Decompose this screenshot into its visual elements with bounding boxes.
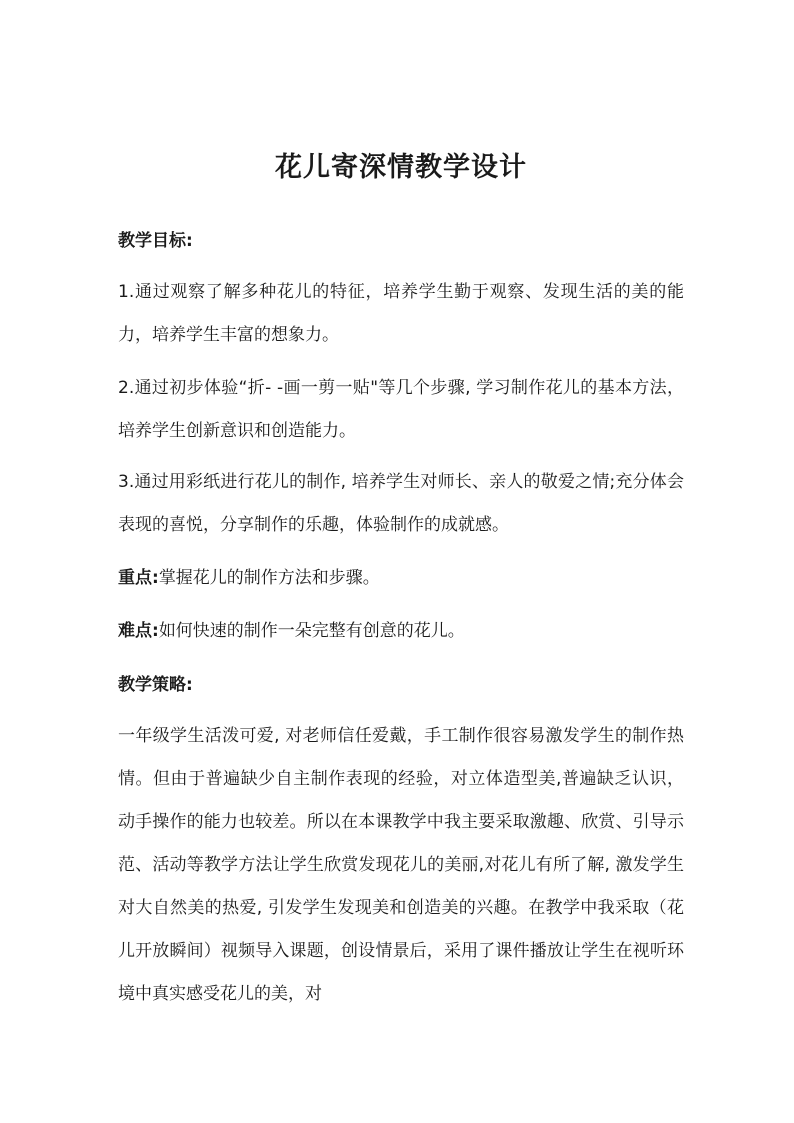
difficulty-paragraph bbox=[118, 610, 684, 653]
difficulty-label: 难点: bbox=[118, 621, 159, 641]
key-point-label: 重点: bbox=[118, 568, 159, 588]
key-point-text: 掌握花儿的制作方法和步骤。 bbox=[158, 568, 380, 588]
difficulty-text: 如何快速的制作一朵完整有创意的花儿。 bbox=[158, 621, 465, 641]
goal-item-1: 1.通过观察了解多种花儿的特征，培养学生勤于观察、发现生活的美的能力，培养学生丰富的想象力。 bbox=[118, 282, 684, 345]
goal-item-2: 2.通过初步体验“折- -画一剪一贴"等几个步骤, 学习制作花儿的基本方法，培养学生创新意识和创造能力。 bbox=[118, 378, 684, 441]
strategy-paragraph: 一年级学生活泼可爱, 对老师信任爱戴，手工制作很容易激发学生的制作热情。但由于普遍缺少自主制作表现的经验，对立体造型美,普遍缺乏认识，动手操作的能力也较差。所以在本课教学中我主要采取激趣、欣赏、引导示范、活动等教学方法让学生欣赏发现花儿的美丽,对花儿有所了解, 激发学生对大自然美的热爱, 引发学生发现美和创造美的兴趣。在教学中我采取（花儿开放瞬间）视频导入课题，创设情景后，采用了课件播放让学生在视听环境中真实感受花儿的美，对 bbox=[118, 726, 684, 1004]
goals-heading: 教学目标: bbox=[118, 231, 193, 251]
strategy-heading: 教学策略: bbox=[118, 675, 193, 695]
document-title: 花儿寄深情教学设计 bbox=[275, 152, 527, 183]
goal-item-3: 3.通过用彩纸进行花儿的制作, 培养学生对师长、亲人的敬爱之情;充分体会表现的喜悦，分享制作的乐趣，体验制作的成就感。 bbox=[118, 472, 684, 535]
key-point-paragraph bbox=[118, 557, 684, 600]
